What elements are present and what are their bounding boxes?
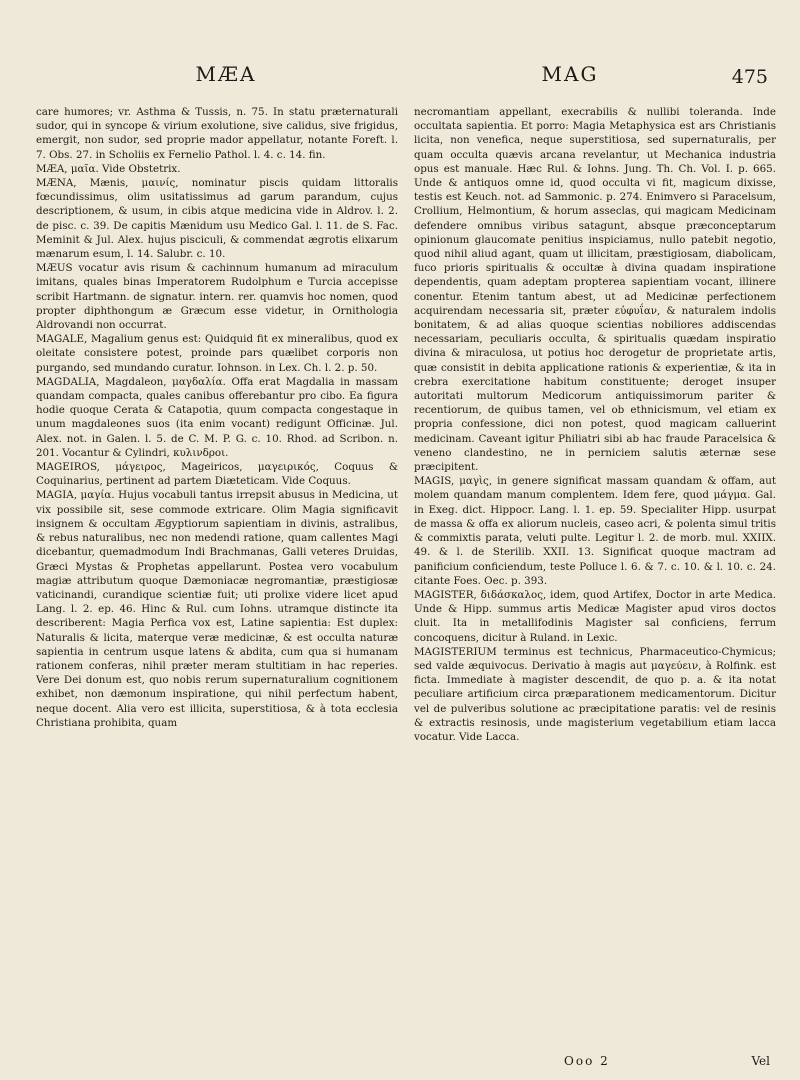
page-header	[36, 62, 768, 102]
right-column	[414, 105, 776, 1050]
entry-paragraph: MÆNA, Mænis, μαινίς, nominatur piscis quidam littoralis fœcundissimus, olim usitatissimus ad garum parandum, cujus descriptionem, & usum, in cibis atque medicina vide in Aldrov. l. 2. de pisc. c. 39. De capitis Mænidum usu Medico Gal. l. 11. de S. Fac. Meminit & Jul. Alex. hujus pisciculi, & commendat ægrotis elixarum mænarum esum, l. 14. Salubr. c. 10.	[36, 177, 398, 261]
signature-mark: Ooo 2	[564, 1054, 610, 1068]
entry-paragraph: necromantiam appellant, execrabilis & nullibi toleranda. Inde occultata sapientia. Et porro: Magia Metaphysica est ars Christianis licita, non venefica, neque superstitiosa, sed supernaturalis, per quam occulta quævis arcana revelantur, ut Mechanica industria opus est manuale. Hæc Rul. & Iohns. Jung. Th. Ch. Vol. I. p. 665. Unde & antiquos omne id, quod occulta vi fit, magicum dixisse, testis est Keuch. not. ad Sammonic. p. 274. Enimvero si Paracelsum, Crollium, Helmontium, & horum asseclas, qui magicam Medicinam defendere omnibus viribus satagunt, absque præconceptarum opinionum glaucomate penitius inspiciamus, nullo patebit negotio, quod nihil aliud agant, quam ut illicitam, præstigiosam, diabolicam, fuco prioris spiritualis & occultæ à divina quadam inspiratione dependentis, quam adeptam propterea sapientiam vocant, illinere conentur. Etenim tantum abest, ut ad Medicinæ perfectionem acquirendam necessaria sit, præter εὐφυΐαν, & naturalem indolis bonitatem, & ad alias quoque scientias nobiliores addiscendas necessariam, peculiaris occulta, & spiritualis quædam inspiratio divina & miraculosa, ut potius hoc derogetur de proprietate artis, quæ consistit in debita applicatione rationis & experientiæ, & ita in crebra exercitatione habitum constituente; deroget insuper autoritati multorum Medicorum antiquissimorum pariter & recentiorum, de quibus tamen, vel ob ethnicismum, vel etiam ex propria confessione, dici non potest, quod magicam calluerint medicinam. Caveant igitur Philiatri sibi ab hac fraude Paracelsica & veneno clandestino, ne in perniciem salutis æternæ sese præcipitent.	[414, 106, 776, 474]
entry-paragraph: MAGISTER, διδάσκαλος, idem, quod Artifex, Doctor in arte Medica. Unde & Hipp. summus artis Medicæ Magister apud viros doctos cluit. Ita in metallifodinis Magister sal conficiens, ferrum concoquens, dicitur à Ruland. in Lexic.	[414, 588, 776, 644]
running-head-right: MAG	[541, 62, 599, 86]
entry-paragraph: MAGIS, μαγὶς, in genere significat massam quandam & offam, aut molem quandam manum complentem. Idem fere, quod μάγμα. Gal. in Exeg. dict. Hippocr. Lang. l. 1. ep. 59. Specialiter Hipp. usurpat de massa & offa ex aliorum nucleis, caseo acri, & polenta simul tritis & commixtis parata, veluti pulte. Legitur l. 2. de morb. mul. XXIIX. 49. & l. de Sterilib. XXII. 13. Significat quoque mactram ad panificium conficiendum, teste Polluce l. 6. & 7. c. 10. & l. 10. c. 24. citante Foes. Oec. p. 393.	[414, 475, 776, 587]
entry-paragraph: care humores; vr. Asthma & Tussis, n. 75. In statu præternaturali sudor, qui in syncope & virium exolutione, sive calidus, sive frigidus, emergit, non sudor, sed proprie mador appellatur, notante Foreft. l. 7. Obs. 27. in Scholiis ex Fernelio Pathol. l. 4. c. 14. fin.	[36, 106, 398, 161]
entry-paragraph: MAGISTERIUM terminus est technicus, Pharmaceutico-Chymicus; sed valde æquivocus. Derivatio à magis aut μαγεύειν, à Rolfink. est ficta. Immediate à magister descendit, de quo p. a. & ita notat peculiare artificium circa præparationem medicamentorum. Dicitur vel de pulveribus solutione ac præcipitatione paratis: vel de resinis & extractis resinosis, unde magisterium vegetabilium etiam lacca vocatur. Vide Lacca.	[414, 645, 776, 743]
page-number: 475	[731, 66, 768, 88]
entry-paragraph: MAGIA, μαγία. Hujus vocabuli tantus irrepsit abusus in Medicina, ut vix possibile sit, sese commode extricare. Olim Magia significavit insignem & occultam Ægyptiorum sapientiam in divinis, astralibus, & rebus naturalibus, nec non medendi ratione, quam callentes Magi dicebantur, quemadmodum Indi Brachmanas, Galli veteres Druidas, Græci Mystas & Prophetas appellarunt. Postea vero vocabulum magiæ attributum quoque Dæmoniacæ negromantiæ, præstigiosæ vaticinandi, curandique scientiæ fuit; uti prolixe videre licet apud Lang. l. 2. ep. 46. Hinc & Rul. cum Iohns. utramque distincte ita describerent: Magia Perfica vox est, Latine sapientia: Est duplex: Naturalis & licita, materque veræ medicinæ, & est occulta naturæ sapientia in centrum usque latens & abdita, cum qua si humanam rationem conferas, nihil præter meram stultitiam in hac reperies. Vere Dei donum est, quo nobis rerum supernaturalium cognitionem exhibet, non dæmonum inspiratione, qui nihil perfectum habent, neque docent. Alia vero est illicita, superstitiosa, & à tota ecclesia Christiana prohibita, quam	[36, 489, 398, 729]
left-column	[36, 105, 398, 1050]
entry-paragraph: MÆA, μαῖα. Vide Obstetrix.	[36, 162, 181, 175]
entry-paragraph: MAGALE, Magalium genus est: Quidquid fit ex mineralibus, quod ex oleitate consistere potest, proinde pars quælibet corporis non purgando, sed mundando curatur. Iohnson. in Lex. Ch. l. 2. p. 50.	[36, 333, 398, 374]
entry-paragraph: MÆUS vocatur avis risum & cachinnum humanum ad miraculum imitans, quales binas Imperatorem Rudolphum e Turcia accepisse scribit Hartmann. de signatur. intern. rer. quamvis hoc nomen, quod propter diphthongum æ Græcum esse videtur, in Ornithologia Aldrovandi non occurrat.	[36, 262, 398, 332]
catchword: Vel	[751, 1054, 770, 1068]
running-head-left: MÆA	[195, 62, 257, 86]
entry-paragraph: MAGDALIA, Magdaleon, μαγδαλία. Offa erat Magdalia in massam quandam compacta, quales canibus offerebantur pro cibo. Ea figura hodie quoque Cerata & Catapotia, quum compacta congestaque in unum magdaleones suos (ita enim vocant) redigunt Officinæ. Jul. Alex. not. in Galen. l. 5. de C. M. P. G. c. 10. Rhod. ad Scribon. n. 201. Vocantur & Cylindri, κυλινδροι.	[36, 375, 398, 459]
entry-paragraph: MAGEIROS, μάγειρος, Mageiricos, μαγειρικός, Coquus & Coquinarius, pertinent ad partem Diæteticam. Vide Coquus.	[36, 461, 398, 488]
